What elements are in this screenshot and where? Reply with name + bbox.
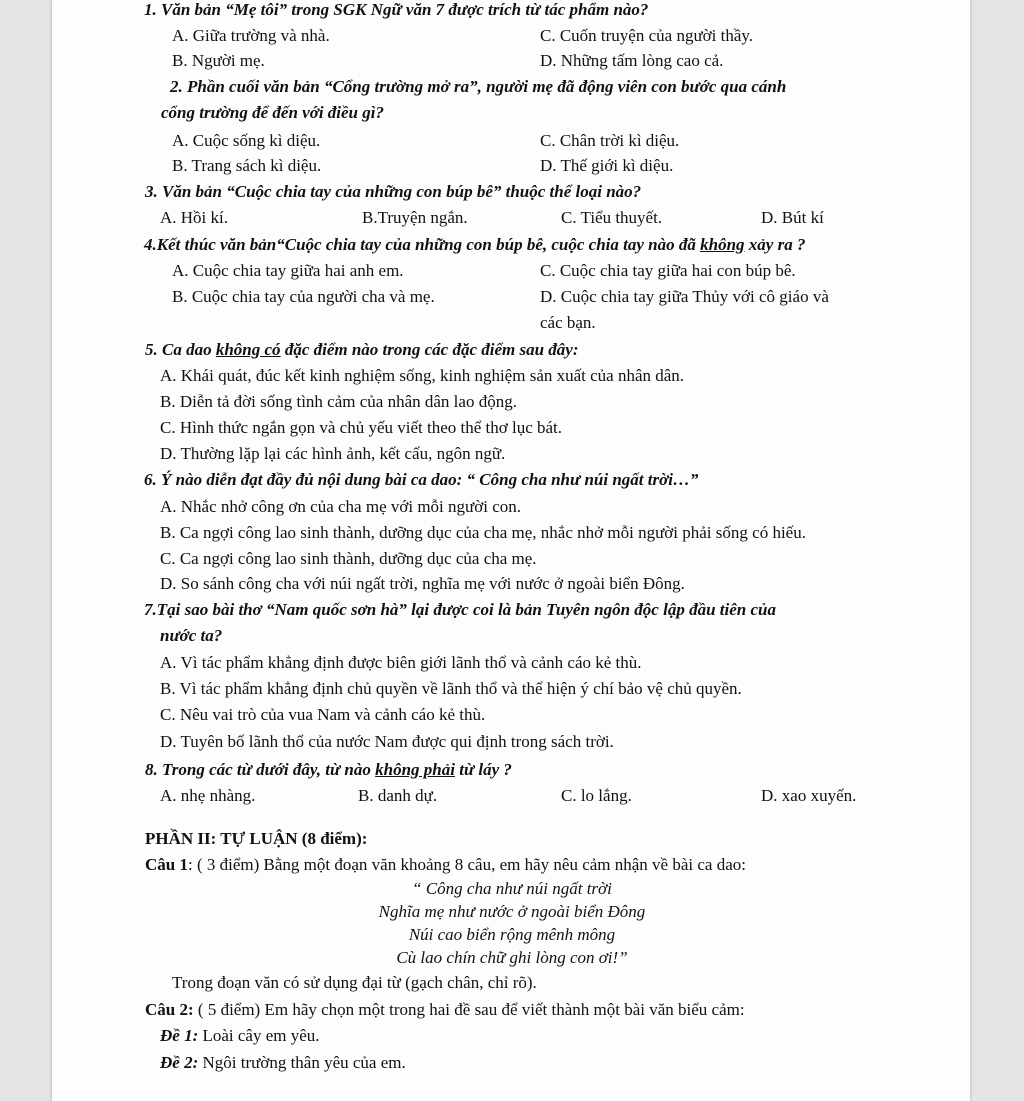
question-3-option-a: A. Hồi kí. — [160, 208, 228, 227]
question-1-stem: 1. Văn bản “Mẹ tôi” trong SGK Ngữ văn 7 được trích từ tác phẩm nào? — [144, 0, 649, 19]
question-6-option-c: C. Ca ngợi công lao sinh thành, dưỡng dục của cha mẹ. — [160, 549, 537, 568]
question-2-option-b: B. Trang sách kì diệu. — [172, 156, 322, 175]
essay-question-2: Câu 2: ( 5 điểm) Em hãy chọn một trong hai đề sau để viết thành một bài văn biểu cảm: — [145, 1000, 745, 1019]
question-2-option-a: A. Cuộc sống kì diệu. — [172, 131, 321, 150]
question-7-option-a: A. Vì tác phẩm khẳng định được biên giới lãnh thổ và cảnh cáo kẻ thù. — [160, 653, 642, 672]
question-8-option-a: A. nhẹ nhàng. — [160, 786, 256, 805]
question-6-option-d: D. So sánh công cha với núi ngất trời, nghĩa mẹ với nước ở ngoài biển Đông. — [160, 574, 685, 593]
question-2-stem: 2. Phần cuối văn bản “Cổng trường mở ra”, người mẹ đã động viên con bước qua cánh — [170, 77, 787, 96]
question-4-option-a: A. Cuộc chia tay giữa hai anh em. — [172, 261, 404, 280]
question-3-stem: 3. Văn bản “Cuộc chia tay của những con búp bê” thuộc thể loại nào? — [145, 182, 642, 201]
question-3-option-b: B.Truyện ngắn. — [362, 208, 468, 227]
question-5-option-d: D. Thường lặp lại các hình ảnh, kết cấu, ngôn ngữ. — [160, 444, 506, 463]
question-8-underlined-word: không phải — [375, 760, 455, 779]
question-6-option-b: B. Ca ngợi công lao sinh thành, dưỡng dục của cha mẹ, nhắc nhở mỗi người phải sống có hiếu. — [160, 523, 806, 542]
question-7-option-d: D. Tuyên bố lãnh thổ của nước Nam được qui định trong sách trời. — [160, 732, 614, 751]
poem-line-3: Núi cao biển rộng mênh mông — [408, 925, 616, 944]
question-5-option-a: A. Khái quát, đúc kết kinh nghiệm sống, kinh nghiệm sản xuất của nhân dân. — [160, 366, 685, 385]
question-2-option-c: C. Chân trời kì diệu. — [540, 131, 680, 150]
question-7-stem: 7.Tại sao bài thơ “Nam quốc sơn hà” lại được coi là bản Tuyên ngôn độc lập đầu tiên của — [144, 600, 776, 619]
essay-question-1-note: Trong đoạn văn có sử dụng đại từ (gạch chân, chỉ rõ). — [172, 973, 537, 992]
poem-line-2: Nghĩa mẹ như nước ở ngoài biển Đông — [378, 902, 646, 921]
question-1-option-a: A. Giữa trường và nhà. — [172, 26, 330, 45]
question-4-option-b: B. Cuộc chia tay của người cha và mẹ. — [172, 287, 435, 306]
question-7-option-c: C. Nêu vai trò của vua Nam và cảnh cáo kẻ thù. — [160, 705, 486, 724]
poem-line-1: “ Công cha như núi ngất trời — [412, 879, 612, 898]
essay-question-1: Câu 1: ( 3 điểm) Bằng một đoạn văn khoảng 8 câu, em hãy nêu cảm nhận về bài ca dao: — [145, 855, 746, 874]
question-4-underlined-word: không — [700, 235, 745, 254]
poem-line-4: Cù lao chín chữ ghi lòng con ơi!” — [396, 948, 628, 967]
question-8-option-d: D. xao xuyến. — [761, 786, 857, 805]
essay-topic-2: Đề 2: Ngôi trường thân yêu của em. — [160, 1053, 406, 1072]
question-4-option-d: D. Cuộc chia tay giữa Thủy với cô giáo và — [540, 287, 829, 306]
part-2-heading: PHẦN II: TỰ LUẬN (8 điểm): — [145, 829, 368, 848]
question-5-option-b: B. Diễn tả đời sống tình cảm của nhân dân lao động. — [160, 392, 517, 411]
question-5-option-c: C. Hình thức ngắn gọn và chủ yếu viết theo thể thơ lục bát. — [160, 418, 563, 437]
question-2-stem-cont: cổng trường để đến với điều gì? — [161, 103, 384, 122]
question-1-option-d: D. Những tấm lòng cao cả. — [540, 51, 724, 70]
question-4-option-d-cont: các bạn. — [540, 313, 596, 332]
essay-topic-1: Đề 1: Loài cây em yêu. — [160, 1026, 320, 1045]
question-5-stem: 5. Ca dao không có đặc điểm nào trong các đặc điểm sau đây: — [145, 340, 579, 359]
question-3-option-c: C. Tiểu thuyết. — [561, 208, 663, 227]
question-6-stem: 6. Ý nào diễn đạt đầy đủ nội dung bài ca dao: “ Công cha như núi ngất trời…” — [144, 470, 699, 489]
question-8-stem: 8. Trong các từ dưới đây, từ nào không phải từ láy ? — [145, 760, 512, 779]
question-7-stem-cont: nước ta? — [160, 626, 223, 645]
question-1-option-b: B. Người mẹ. — [172, 51, 265, 70]
question-1-option-c: C. Cuốn truyện của người thầy. — [540, 26, 754, 45]
question-5-underlined-word: không có — [215, 340, 281, 359]
question-2-option-d: D. Thế giới kì diệu. — [540, 156, 674, 175]
question-4-option-c: C. Cuộc chia tay giữa hai con búp bê. — [540, 261, 796, 280]
question-4-stem: 4.Kết thúc văn bản“Cuộc chia tay của những con búp bê, cuộc chia tay nào đã không xảy ra ? — [144, 235, 806, 254]
question-6-option-a: A. Nhắc nhở công ơn của cha mẹ với mỗi người con. — [160, 497, 522, 516]
question-3-option-d: D. Bút kí — [761, 208, 824, 227]
question-8-option-b: B. danh dự. — [358, 786, 438, 805]
question-8-option-c: C. lo lắng. — [561, 786, 632, 805]
question-7-option-b: B. Vì tác phẩm khẳng định chủ quyền về lãnh thổ và thể hiện ý chí bảo vệ chủ quyền. — [160, 679, 742, 698]
